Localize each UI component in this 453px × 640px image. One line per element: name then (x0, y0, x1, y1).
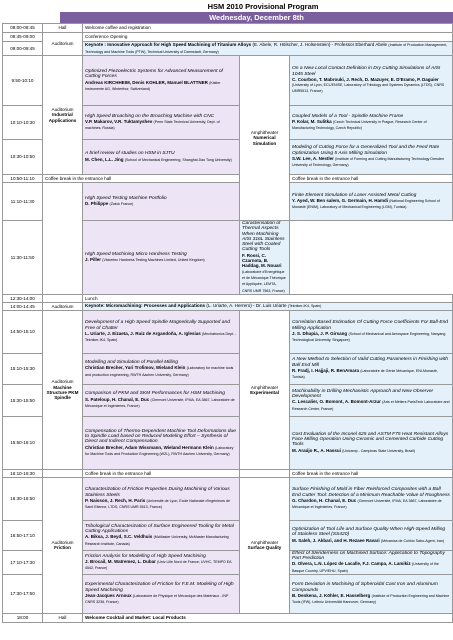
talk-title: Modelling and Simulation of Parallel Milling (85, 359, 178, 365)
keynote-cell (83, 42, 453, 56)
talk-title: Coupled Models of a Tool - Spindle Machine Frame (292, 113, 404, 119)
talk-title: Tribological Characterization of Surface Engineered Tooling for Metal Cutting Applications (85, 523, 234, 535)
session-left (43, 56, 83, 175)
page-title: HSM 2010 Provisional Program (207, 2, 319, 11)
talk-title: Characterization of Friction Properties During Machining of Various Stainless Steels (85, 487, 230, 498)
session-room: Amphitheater (250, 384, 279, 390)
talk-authors: Jean-Jacques Arnoux (85, 593, 132, 599)
talk-affiliation: (Vickertec Hardness Testing Machines Limited, United Kingdom) (102, 257, 205, 262)
talk-affiliation: (National Engineering School of Monastir (ENIM), Laboratory of Mechanical Engineering (LGM), Tunisia) (292, 198, 440, 210)
talk-cell (290, 106, 453, 140)
talk-authors: D. Philippe (85, 201, 109, 206)
talk-cell (83, 183, 240, 221)
talk-cell (290, 353, 453, 384)
talk-title: A New Method to Selection of Valid Cutting Parameters in Finishing with Ball End Mill (292, 357, 448, 368)
room-cell (43, 469, 83, 477)
talk-authors: V.P. Makarov, V.R. Tuktamyshev (85, 118, 153, 124)
talk-authors: M. Chen, L.L. Jing (85, 156, 124, 162)
talk-title: Experimental Characterization of Friction for F.E.M. Modeling of High Speed Machining (85, 582, 234, 593)
time-cell: 16:30-16:50 (3, 477, 43, 520)
talk-cell (83, 353, 240, 384)
session-name: Friction (54, 545, 71, 551)
talk-title: Caracterisation of Thermal Aspects When Machining AISI 316L Stainless Steel with Coated Cutting Tools (242, 221, 285, 253)
event-cell: Lunch (83, 294, 453, 302)
session-room: Amphitheater (250, 130, 279, 136)
talk-title: A brief review of studies on HSM in SJTU (85, 151, 175, 157)
table-row (3, 24, 453, 33)
time-cell: 14:50-15:10 (3, 310, 43, 353)
time-cell: 15:10-15:30 (3, 353, 43, 384)
talk-affiliation: (Laboratoire de Physique et Mécanique des Matériaux - INP CNRS 3236, France) (85, 594, 229, 605)
talk-authors: L. Uriarte, J. Eizaeta, J. Ruiz de Argandoña, A. Iglesias (85, 330, 201, 336)
keynote-title: Keynote: Micromachining: Processes and Applications (85, 303, 206, 309)
talk-authors: Y. Ayed, W. Ben salem, G. Germain, H. Hamdi (292, 197, 388, 203)
session-name: Numerical Simulation (252, 135, 277, 146)
room-cell: Auditorium (43, 33, 83, 56)
session-right (240, 56, 290, 221)
table-row (3, 310, 453, 353)
talk-authors: R. Fradj, I. Hajjaji, R. BenAmara (292, 367, 360, 373)
talk-affiliation: (Univ Lille Nord de France; UVHC, TEMPO EA 4542, France) (85, 559, 232, 571)
talk-title: Correlation Based Estimation Of Cutting Force Coefficients For Ball-End Milling Application (292, 320, 449, 331)
keynote-title: Keynote : Innovative Approach for High Speed Machining of Titanium Alloys (85, 42, 252, 48)
talk-authors: M. Saleh, J. Akbari, and H. Rezaee Ravari (292, 537, 380, 543)
time-cell: 16:10-16:30 (3, 469, 43, 477)
talk-affiliation: (Laboratoire de Génie Mécanique, ENI-Monastir, Tunisia) (292, 368, 438, 380)
talk-affiliation: (Institute of Production Engineering and Machine Tools (IFW), Leibniz Universität Hannover, Germany) (292, 594, 450, 605)
talk-cell (83, 221, 240, 295)
talk-title: Surface Finishing of Mold in Fiber Reinforced Composites with a Ball End Cutter Tool: Detection of a Minimum Reachable Value of Roughness (292, 487, 450, 498)
talk-cell (290, 140, 453, 175)
talk-cell (83, 550, 240, 574)
talk-cell (83, 477, 240, 520)
talk-authors: M. Araújo R., A. Hassui (292, 447, 341, 453)
talk-title: On a New Local Contact Definition in Dry Cutting Simulations of AISI 1045 Steel (292, 66, 441, 77)
table-row (3, 469, 453, 477)
room-cell: Hall (43, 24, 83, 33)
keynote-affiliation: (Institute of Production Management, Technology and Machine Tools (PTW), Technical University of Darmstadt, Germany) (85, 43, 448, 54)
talk-affiliation: (Mechatronics Dept. - Tekniker-IK4, Spain) (85, 331, 237, 343)
talk-authors: D. Olvera, L.N. López de Lacalle, F.J. Campa, A. Lamikiz (292, 561, 411, 567)
talk-cell (83, 384, 240, 416)
talk-cell (290, 550, 453, 574)
talk-title: Finite Element Simulation of Laser Assisted Metal Cutting (292, 192, 417, 198)
talk-title: High Speed Testing Machine Portfolio (85, 195, 167, 201)
talk-title: Friction Analysis for Modelling of High Speed Machining (85, 553, 206, 559)
schedule-table (2, 23, 453, 623)
room-cell (43, 183, 83, 295)
talk-authors: A. Biksa, J. Beyd, S.C. Veldhuis (85, 534, 153, 540)
talk-affiliation: (School of Mechanical Engineering, Shanghai Jiao Tong University) (124, 157, 232, 162)
time-cell: 14:00-14:45 (3, 302, 43, 310)
time-cell: 10:30-10:50 (3, 140, 43, 175)
talk-title: High Speed Broaching on the Broaching Machine with CNC (85, 113, 215, 119)
table-row (3, 183, 453, 221)
talk-authors: Andreas KIRCHHEIM, Denis KOHLER, Manuel BLATTNER (85, 79, 208, 85)
time-cell: 17:30-17:50 (3, 575, 43, 614)
talk-cell (83, 310, 240, 353)
break-cell: Coffee break in the entrance hall (290, 175, 453, 183)
talk-title: Optimized Piezoelectric Systems for Advanced Measurement of Cutting Forces (85, 68, 223, 80)
talk-cell (240, 221, 290, 295)
talk-authors: S.W. Lee, A. Nestler (292, 156, 334, 161)
talk-cell (83, 520, 240, 550)
talk-cell (83, 106, 240, 140)
session-room: Auditorium (51, 379, 74, 385)
talk-title: Modeling of Cutting Force for a Generalized Tool and the Feed Rate Optimization Using 5 Axis Milling Simulation (292, 145, 440, 156)
session-right (240, 310, 290, 469)
time-cell: 08:00-08:45 (3, 24, 43, 33)
talk-authors: J. S. Dhupia, J. P. Girsang (292, 330, 348, 336)
talk-authors: J. Brocail, M. Watremez, L. Dubar (85, 558, 156, 564)
keynote-authors: (E. Abele, R. Hölscher, J. Holsenstein) - Professor Eberhard Abele (252, 42, 388, 48)
room-cell (240, 469, 290, 477)
talk-authors: C. Lescalier, O. Bomont, A. Bomont-Arzur (292, 399, 381, 405)
talk-title: Optimization of Tool Life and Surface Quality When High-Speed Milling of Stainless Steel (SS420) (292, 526, 446, 538)
time-cell: 15:30-15:50 (3, 384, 43, 416)
time-cell: 18:00 (3, 614, 43, 623)
talk-affiliation: (Zwick France) (109, 202, 134, 206)
event-cell: Conference Opening (83, 33, 453, 42)
time-cell: 11:10-11:30 (3, 183, 43, 221)
break-cell: Coffee break in the entrance hall (43, 175, 240, 183)
talk-authors: B. Denkena, J. Köhler, E. Hasselberg (292, 593, 371, 599)
time-cell: 10:10-10:30 (3, 106, 43, 140)
talk-cell (290, 56, 453, 106)
talk-title: Comparison of PKM and SKM Performances for HSM Machining (85, 391, 225, 397)
talk-title: Form Deviation in Machining of Spheroidal Cast Iron and Aluminum Compounds (292, 582, 438, 593)
time-cell: 9:50-10:10 (3, 56, 43, 106)
keynote-cell (83, 302, 453, 310)
talk-affiliation: (University of the Basque Country, UPV/EHU, Spain) (292, 562, 439, 573)
session-name: Experimental (250, 389, 279, 395)
keynote-affiliation: (Tekniker-IK4, Spain) (287, 304, 322, 309)
session-room: Auditorium (51, 540, 74, 546)
session-name: Industrial Applications (48, 112, 77, 123)
event-cell: Welcome Cocktail and Market: Local Products (83, 614, 453, 623)
break-cell: Coffee break in the entrance hall (83, 469, 240, 477)
talk-authors: P. Kolar, M. Sulitka (292, 118, 332, 124)
talk-authors: Christian Brecher, Adam Wissmann, Wieland Hermann Klein (85, 444, 214, 450)
time-cell: 10:50-11:10 (3, 175, 43, 183)
keynote-authors: (L. Uriarte, A. Herrero) - Dr. Luis Uriarte (206, 303, 287, 309)
break-cell: Coffee break in the entrance hall (290, 469, 453, 477)
table-row (3, 294, 453, 302)
talk-title: Development of a High Speed Spindle Magnetically Supported and Free of Chatter (85, 320, 230, 331)
event-cell: Welcome coffee and registration (83, 24, 453, 33)
talk-affiliation: (Institute of Forming and Cutting Manufacturing Technology Dresden University of Technology, Germany) (292, 157, 444, 168)
room-cell: Auditorium (43, 302, 83, 310)
talk-affiliation: (School of Mechanical and Aerospace Engineering, Nanyang Technological University, Singapore) (292, 331, 446, 343)
talk-affiliation: (Clermont Université, IFMA, EA 3867, Laboratoire de Mécanique et Ingénieries, France) (85, 397, 235, 408)
talk-cell (290, 520, 453, 550)
talk-cell (290, 183, 453, 221)
talk-affiliation: (Perm State Technical University, Dept. of machines, Russia) (85, 119, 220, 131)
talk-title: Machinability in Drilling Mechanistic Approach and New Observer Development (292, 388, 434, 400)
table-row (3, 302, 453, 310)
talk-cell (83, 56, 240, 106)
talk-cell (290, 384, 453, 416)
talk-affiliation: (Arts et Métiers ParisTech Laboratoire and Research Center, France) (292, 400, 450, 411)
talk-affiliation: (Université de Lyon, Ecole Nationale d'Ingénieurs de Saint Etienne, LTDS, CNRS UMR 5513, France) (85, 498, 230, 510)
talk-authors: Christian Brecher, Yuri Trofimov, Wieland Klein (85, 365, 186, 371)
talk-title: High Speed Machining Micro Hardness Testing (85, 251, 187, 257)
talk-cell (83, 575, 240, 614)
talk-cell (290, 310, 453, 353)
time-cell: 17:10-17:30 (3, 550, 43, 574)
talk-affiliation: (Laboratory for machine tools and production engineering, RWTH Aachen University, Germany) (85, 366, 234, 377)
session-room: Amphitheater (250, 540, 279, 546)
talk-title: Effect of Slenderness on Machined Surface: Application to Topography Part Prediction (292, 550, 445, 562)
talk-authors: J. Piller (85, 256, 102, 262)
talk-affiliation: (Unicamp - Campinas State University, Brazil) (342, 448, 416, 453)
time-cell: 09:00-09:45 (3, 42, 43, 56)
talk-affiliation: (Czech Technical University in Prague, Research Center of Manufacturing Technology, Czech Republic) (292, 119, 427, 131)
talk-affiliation: (Laboratoire d'Energétique et de Mécanique Théorique et Appliquée, LEMTA, CNRS UMR 7563, France) (242, 269, 286, 293)
talk-cell (83, 416, 240, 469)
time-cell: 08:45-09:00 (3, 33, 43, 42)
table-row (3, 175, 453, 183)
talk-cell (83, 140, 240, 175)
talk-authors: F. Rossi, C. Czarnota, B. Haddag, M. Nouari (242, 252, 282, 269)
table-row (3, 614, 453, 623)
talk-affiliation: (Mécanica de Cuirkio Sabo-Agent, Iran) (380, 538, 445, 543)
talk-affiliation: (Kistler Instrumente AG, Winterthur, Switzerland) (85, 80, 221, 91)
talk-affiliation: (Laboratory for Machine Tools and Production Engineering (WZL), RWTH Aachen University, Germany) (85, 445, 234, 456)
talk-authors: G. Chardon, H. Chanal, E. Duc (292, 497, 357, 503)
talk-cell (290, 575, 453, 614)
talk-cell (290, 477, 453, 520)
time-cell: 11:30-11:50 (3, 221, 43, 295)
session-right (240, 477, 290, 613)
talk-authors: C. Courbon, T. Mabrouki, J. Rech, D. Mazuyer, E. D'Eramo, P. Daguier (292, 76, 439, 82)
talk-affiliation: (University of Lyon, ECL/ENISE, Laboratory of Tribology and Systems Dynamics (LTDS), CNRS UMR5513, France) (292, 83, 445, 94)
session-name: Surface Quality (247, 545, 282, 551)
room-cell: Hall (43, 614, 83, 623)
table-row (3, 56, 453, 106)
talk-affiliation: (McMaster University, McMaster Manufacturing Research Institute, Canada) (85, 535, 229, 546)
time-cell: 15:50-16:10 (3, 416, 43, 469)
day-banner: Wednesday, December 8th (60, 12, 453, 23)
table-row (3, 33, 453, 42)
talk-authors: S. Pateloup, H. Chanal, E. Duc (85, 396, 150, 402)
talk-cell (290, 416, 453, 469)
time-cell: 12:30-14:00 (3, 294, 43, 302)
time-cell: 16:50-17:10 (3, 520, 43, 550)
session-left (43, 310, 83, 469)
session-room: Auditorium (51, 107, 74, 113)
talk-affiliation: (Clermont Université, IFMA, EA 3867, Laboratoire de Mécanique et Ingénieries, France) (292, 498, 442, 510)
talk-title: Compensation of Thermo-Dependent Machine Tool Deformations due to Spindle Load based on Reduced Modeling Effort – Synthesis of Direct and Indirect Compensation (85, 428, 236, 445)
session-name: Machine Structure PKM Spindle (46, 384, 79, 401)
talk-title: Cost Evaluation of the Inconel 625 and ASTM F75 Heat Resistant Alloys Face Milling Operation Using Ceramic and Cemented Carbide Cutting Tools (292, 431, 449, 448)
session-left (43, 477, 83, 613)
talk-authors: P. Naisson, J. Rech, H. Paris (85, 497, 146, 503)
table-row (3, 477, 453, 520)
room-cell (43, 294, 83, 302)
